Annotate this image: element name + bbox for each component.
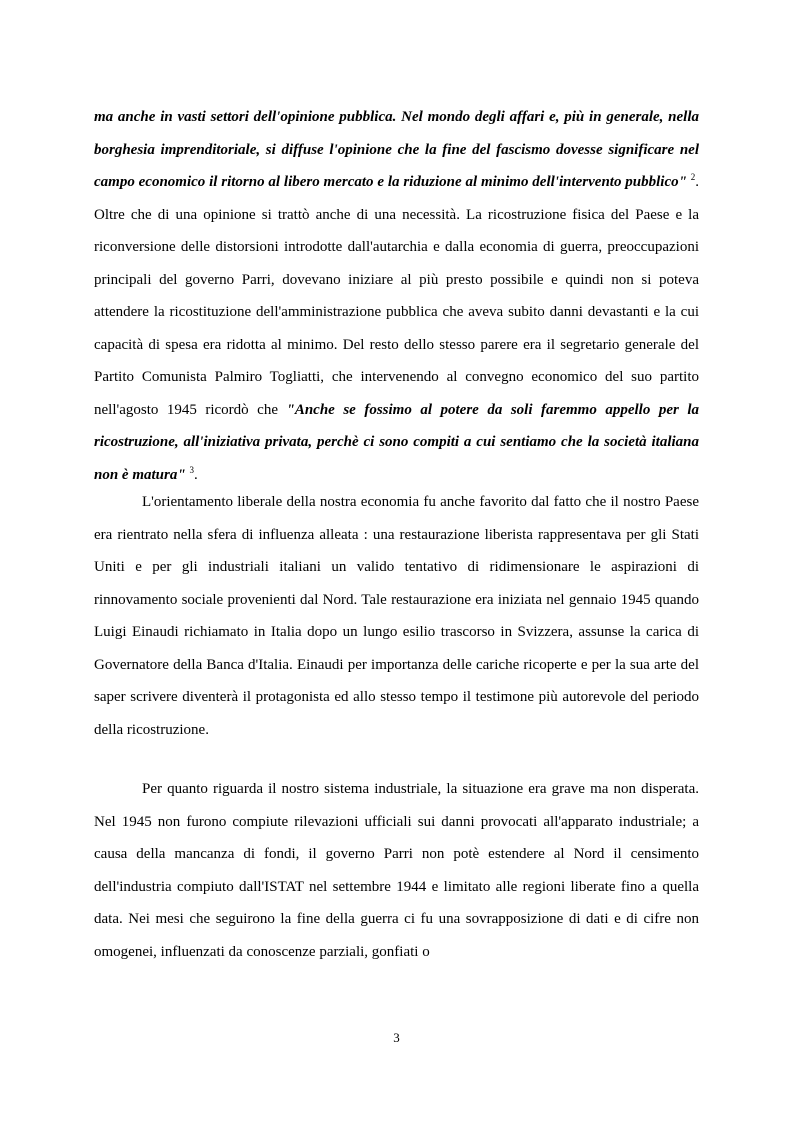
quote-einaudi-opinion: ma anche in vasti settori dell'opinione pubblica. Nel mondo degli affari e, più in generale, nella borghesia imprenditoriale, si diffuse l'opinione che la fine del fascismo dovesse significare nel campo economico il ritorno al libero mercato e la riduzione al minimo dell'intervento pubblico" (94, 109, 699, 190)
footnote-ref-2[interactable]: 2 (690, 172, 696, 182)
paragraph-1 (94, 101, 699, 491)
paragraph-2 (94, 486, 699, 746)
paragraph-3-text: Per quanto riguarda il nostro sistema industriale, la situazione era grave ma non disperata. Nel 1945 non furono compiute rilevazioni ufficiali sui danni provocati all'apparato industriale; a causa della mancanza di fondi, il governo Parri non potè estendere al Nord il censimento dell'industria compiuto dall'ISTAT nel settembre 1944 e limitato alle regioni liberate fino a quella data. Nei mesi che seguirono la fine della guerra ci fu una sovrapposizione di dati e di cifre non omogenei, influenzati da conoscenze parziali, gonfiati o (94, 781, 699, 960)
quote-togliatti: "Anche se fossimo al potere da soli faremmo appello per la ricostruzione, all'iniziativa privata, perchè ci sono compiti a cui sentiamo che la società italiana non è matura" (94, 401, 699, 483)
paragraph-1-end: . (193, 466, 198, 483)
page-number: 3 (393, 1030, 400, 1045)
paragraph-2-text: L'orientamento liberale della nostra economia fu anche favorito dal fatto che il nostro Paese era rientrato nella sfera di influenza alleata : una restaurazione liberista rappresentava per gli Stati Uniti e per gli industriali italiani un valido tentativo di ridimensionare le aspirazioni di rinnovamento sociale provenienti dal Nord. Tale restaurazione era iniziata nel gennaio 1945 quando Luigi Einaudi richiamato in Italia dopo un lungo esilio trascorso in Svizzera, assunse la carica di Governatore della Banca d'Italia. Einaudi per importanza delle cariche ricoperte e per la sua arte del saper scrivere diventerà il protagonista ed allo stesso tempo il testimone più autorevole del periodo della ricostruzione. (94, 494, 699, 738)
paragraph-3 (94, 773, 699, 968)
footnote-ref-3[interactable]: 3 (189, 464, 194, 475)
paragraph-1-body: . Oltre che di una opinione si trattò anche di una necessità. La ricostruzione fisica del Paese e la riconversione delle distorsioni introdotte dall'autarchia e dalla economia di guerra, preoccupazioni principali del governo Parri, dovevano iniziare al più presto possibile e quindi non si poteva attendere la ricostituzione dell'amministrazione pubblica che aveva subito danni devastanti e la cui capacità di spesa era ridotta al minimo. Del resto dello stesso parere era il segretario generale del Partito Comunista Palmiro Togliatti, che intervenendo al convegno economico del suo partito nell'agosto 1945 ricordò che (94, 174, 700, 418)
